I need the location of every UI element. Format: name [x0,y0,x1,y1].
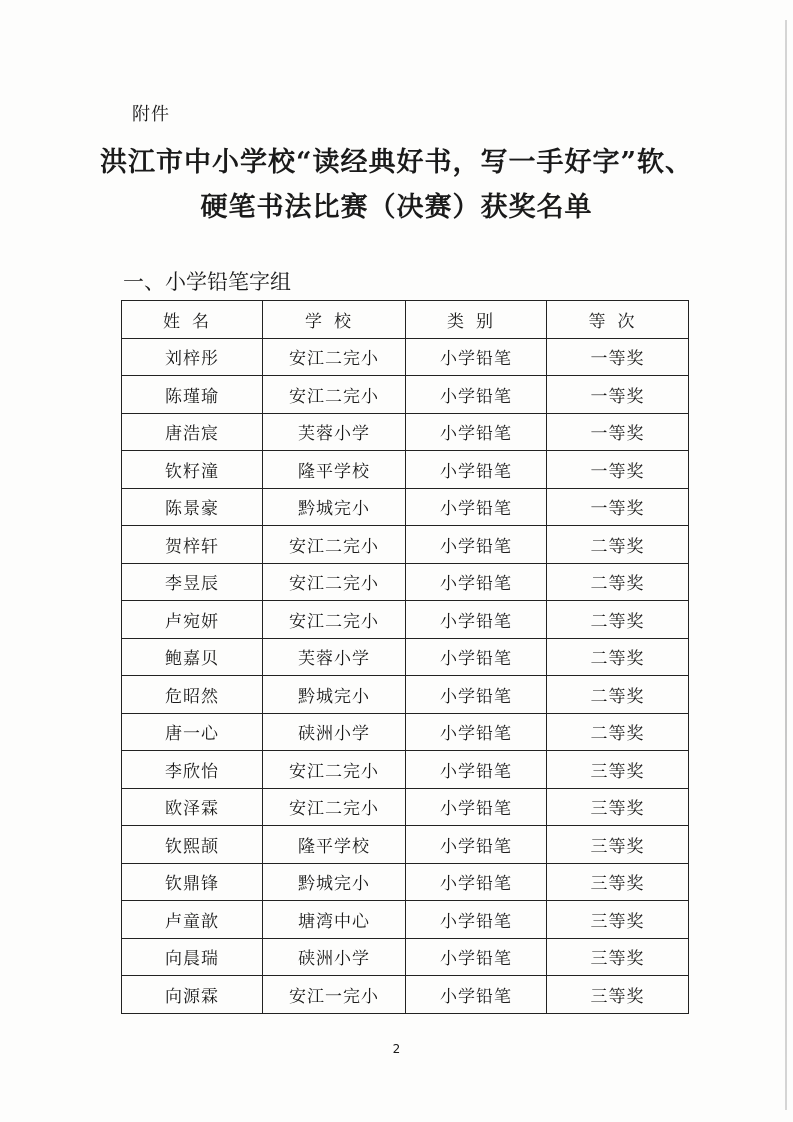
cell-rank: 三等奖 [547,863,689,901]
cell-name: 危昭然 [122,676,263,714]
cell-name: 向晨瑞 [122,938,263,976]
cell-rank: 二等奖 [547,526,689,564]
header-category: 类别 [406,301,547,339]
table-row [122,526,689,564]
cell-category: 小学铅笔 [406,901,547,939]
cell-rank: 二等奖 [547,676,689,714]
cell-category: 小学铅笔 [406,601,547,639]
cell-rank: 三等奖 [547,938,689,976]
cell-school: 黔城完小 [263,676,406,714]
cell-school: 安江一完小 [263,976,406,1014]
cell-category: 小学铅笔 [406,488,547,526]
cell-school: 安江二完小 [263,751,406,789]
cell-school: 安江二完小 [263,338,406,376]
cell-name: 向源霖 [122,976,263,1014]
table-row [122,376,689,414]
cell-school: 芙蓉小学 [263,413,406,451]
cell-name: 鲍嘉贝 [122,638,263,676]
cell-rank: 三等奖 [547,788,689,826]
table-row [122,863,689,901]
table-row [122,676,689,714]
cell-category: 小学铅笔 [406,751,547,789]
cell-name: 刘梓彤 [122,338,263,376]
cell-category: 小学铅笔 [406,676,547,714]
table-body [122,338,689,1013]
cell-rank: 一等奖 [547,338,689,376]
table-row [122,338,689,376]
cell-school: 隆平学校 [263,451,406,489]
cell-school: 安江二完小 [263,563,406,601]
cell-category: 小学铅笔 [406,788,547,826]
cell-school: 安江二完小 [263,788,406,826]
cell-name: 唐一心 [122,713,263,751]
header-school: 学校 [263,301,406,339]
attachment-label: 附件 [132,104,170,125]
cell-category: 小学铅笔 [406,451,547,489]
header-name: 姓名 [122,301,263,339]
cell-category: 小学铅笔 [406,638,547,676]
cell-rank: 三等奖 [547,976,689,1014]
award-table [121,300,689,1014]
cell-school: 黔城完小 [263,863,406,901]
cell-category: 小学铅笔 [406,526,547,564]
cell-rank: 一等奖 [547,413,689,451]
cell-name: 陈景豪 [122,488,263,526]
cell-school: 硖洲小学 [263,713,406,751]
cell-name: 陈瑾瑜 [122,376,263,414]
cell-school: 安江二完小 [263,601,406,639]
cell-name: 贺梓轩 [122,526,263,564]
cell-school: 黔城完小 [263,488,406,526]
table-row [122,751,689,789]
cell-rank: 三等奖 [547,826,689,864]
table-header-row [122,301,689,339]
table-row [122,563,689,601]
table-row [122,488,689,526]
table-row [122,901,689,939]
cell-category: 小学铅笔 [406,413,547,451]
table-row [122,601,689,639]
title-line-2: 硬笔书法比赛（决赛）获奖名单 [200,192,593,223]
table-row [122,938,689,976]
cell-school: 安江二完小 [263,376,406,414]
cell-name: 李欣怡 [122,751,263,789]
cell-name: 唐浩宸 [122,413,263,451]
table-row [122,451,689,489]
cell-name: 钦籽潼 [122,451,263,489]
table-row [122,976,689,1014]
table-row [122,713,689,751]
cell-category: 小学铅笔 [406,563,547,601]
cell-school: 塘湾中心 [263,901,406,939]
table-row [122,826,689,864]
table-row [122,788,689,826]
table-row [122,413,689,451]
cell-name: 李昱辰 [122,563,263,601]
cell-school: 隆平学校 [263,826,406,864]
cell-rank: 三等奖 [547,751,689,789]
cell-category: 小学铅笔 [406,976,547,1014]
cell-rank: 三等奖 [547,901,689,939]
cell-rank: 一等奖 [547,451,689,489]
cell-rank: 二等奖 [547,713,689,751]
cell-rank: 二等奖 [547,563,689,601]
page-edge [785,20,787,1110]
cell-name: 欧泽霖 [122,788,263,826]
cell-school: 安江二完小 [263,526,406,564]
cell-rank: 二等奖 [547,638,689,676]
cell-rank: 一等奖 [547,376,689,414]
page-number: 2 [392,1042,401,1056]
cell-name: 卢童歆 [122,901,263,939]
cell-category: 小学铅笔 [406,713,547,751]
table-row [122,638,689,676]
cell-rank: 一等奖 [547,488,689,526]
cell-rank: 二等奖 [547,601,689,639]
cell-category: 小学铅笔 [406,376,547,414]
cell-category: 小学铅笔 [406,826,547,864]
cell-school: 芙蓉小学 [263,638,406,676]
cell-school: 硖洲小学 [263,938,406,976]
cell-category: 小学铅笔 [406,863,547,901]
title-line-1: 洪江市中小学校“读经典好书，写一手好字”软、 [99,147,694,178]
section-heading: 一、小学铅笔字组 [123,270,291,294]
cell-category: 小学铅笔 [406,338,547,376]
header-rank: 等次 [547,301,689,339]
cell-name: 卢宛妍 [122,601,263,639]
cell-category: 小学铅笔 [406,938,547,976]
cell-name: 钦熙颉 [122,826,263,864]
cell-name: 钦鼎锋 [122,863,263,901]
